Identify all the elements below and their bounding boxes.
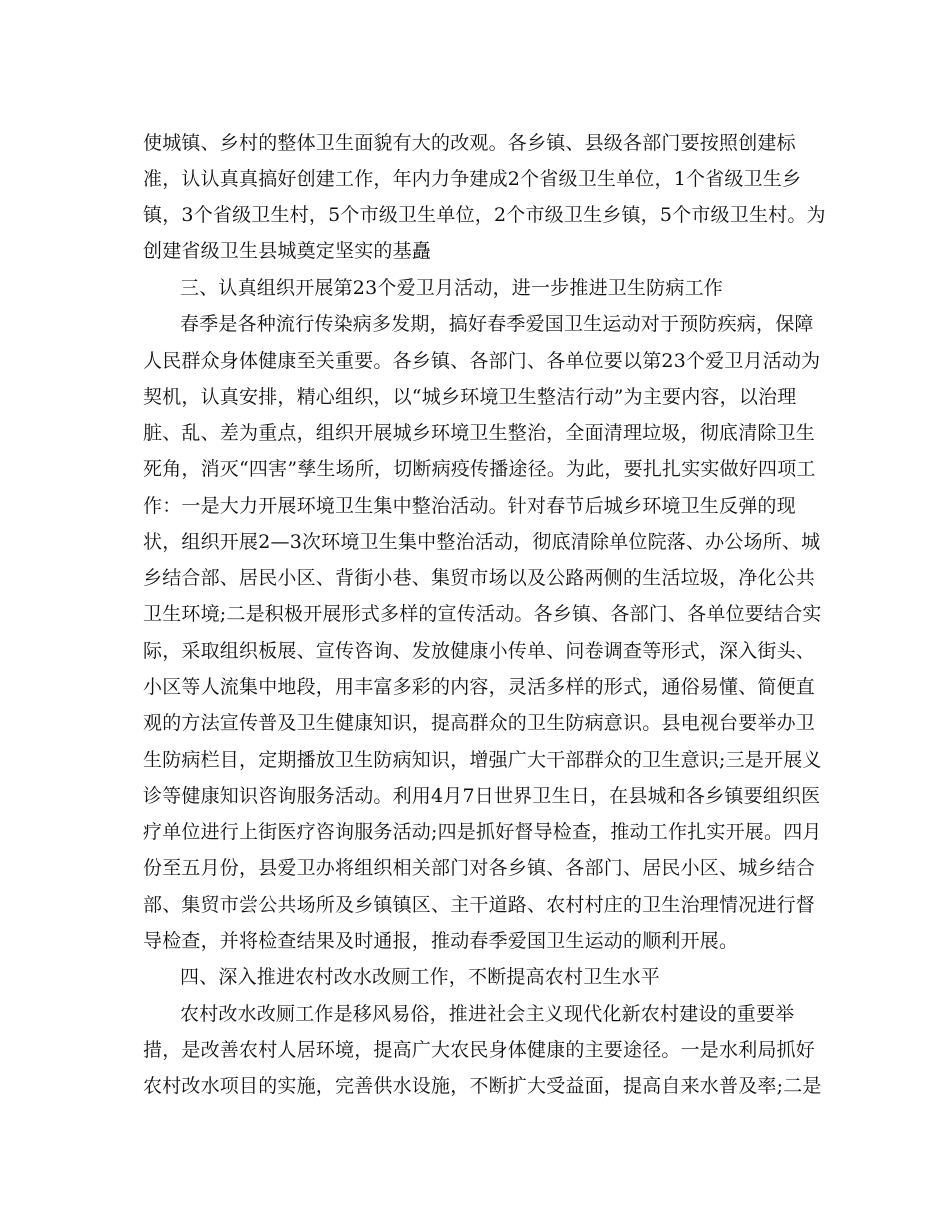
paragraph-start: 农村改水改厕工作是移风易俗，推进社会主义现代化新农村建设的重要举 xyxy=(180,1003,795,1025)
text-line: 疗单位进行上街医疗咨询服务活动;四是抓好督导检查，推动工作扎实开展。四月 xyxy=(143,821,822,843)
text-line: 措，是改善农村人居环境，提高广大农民身体健康的主要途径。一是水利局抓好 xyxy=(143,1039,816,1061)
section-heading: 四、深入推进农村改水改厕工作，不断提高农村卫生水平 xyxy=(180,966,661,988)
text-line: 准，认认真真搞好创建工作，年内力争建成2个省级卫生单位，1个省级卫生乡 xyxy=(143,168,802,190)
text-line: 人民群众身体健康至关重要。各乡镇、各部门、各单位要以第23个爱卫月活动为 xyxy=(143,350,821,372)
text-line: 诊等健康知识咨询服务活动。利用4月7日世界卫生日，在县城和各乡镇要组织医 xyxy=(143,785,821,807)
text-line: 际，采取组织板展、宣传咨询、发放健康小传单、问卷调查等形式，深入街头、 xyxy=(143,640,816,662)
paragraph-start: 春季是各种流行传染病多发期，搞好春季爱国卫生运动对于预防疾病，保障 xyxy=(180,313,814,335)
text-line: 脏、乱、差为重点，组织开展城乡环境卫生整治，全面清理垃圾，彻底清除卫生 xyxy=(143,422,816,444)
text-line: 状，组织开展2—3次环境卫生集中整治活动，彻底清除单位院落、办公场所、城 xyxy=(143,531,821,553)
text-line: 份至五月份，县爱卫办将组织相关部门对各乡镇、各部门、居民小区、城乡结合 xyxy=(143,857,816,879)
text-line: 作：一是大力开展环境卫生集中整治活动。针对春节后城乡环境卫生反弹的现 xyxy=(143,495,796,517)
text-line: 契机，认真安排，精心组织，以“城乡环境卫生整洁行动”为主要内容，以治理 xyxy=(143,386,797,408)
text-line: 农村改水项目的实施，完善供水设施，不断扩大受益面，提高自来水普及率;二是 xyxy=(143,1075,822,1097)
text-line: 镇，3个省级卫生村，5个市级卫生单位，2个市级卫生乡镇，5个市级卫生村。为 xyxy=(143,204,826,226)
text-line: 导检查，并将检查结果及时通报，推动春季爱国卫生运动的顺利开展。 xyxy=(143,930,739,952)
text-line: 乡结合部、居民小区、背街小巷、集贸市场以及公路两侧的生活垃圾，净化公共 xyxy=(143,567,816,589)
text-line: 小区等人流集中地段，用丰富多彩的内容，灵活多样的形式，通俗易懂、简便直 xyxy=(143,676,816,698)
text-line: 创建省级卫生县城奠定坚实的基矗 xyxy=(143,240,432,262)
text-line: 卫生环境;二是积极开展形式多样的宣传活动。各乡镇、各部门、各单位要结合实 xyxy=(143,603,822,625)
text-line: 使城镇、乡村的整体卫生面貌有大的改观。各乡镇、县级各部门要按照创建标 xyxy=(143,132,796,154)
text-line: 部、集贸市尝公共场所及乡镇镇区、主干道路、农村村庄的卫生治理情况进行督 xyxy=(143,894,816,916)
text-line: 观的方法宣传普及卫生健康知识，提高群众的卫生防病意识。县电视台要举办卫 xyxy=(143,712,816,734)
text-line: 生防病栏目，定期播放卫生防病知识，增强广大干部群众的卫生意识;三是开展义 xyxy=(143,749,822,771)
section-heading: 三、认真组织开展第23个爱卫月活动，进一步推进卫生防病工作 xyxy=(180,277,723,299)
text-line: 死角，消灭“四害”孳生场所，切断病疫传播途径。为此，要扎扎实实做好四项工 xyxy=(143,458,816,480)
